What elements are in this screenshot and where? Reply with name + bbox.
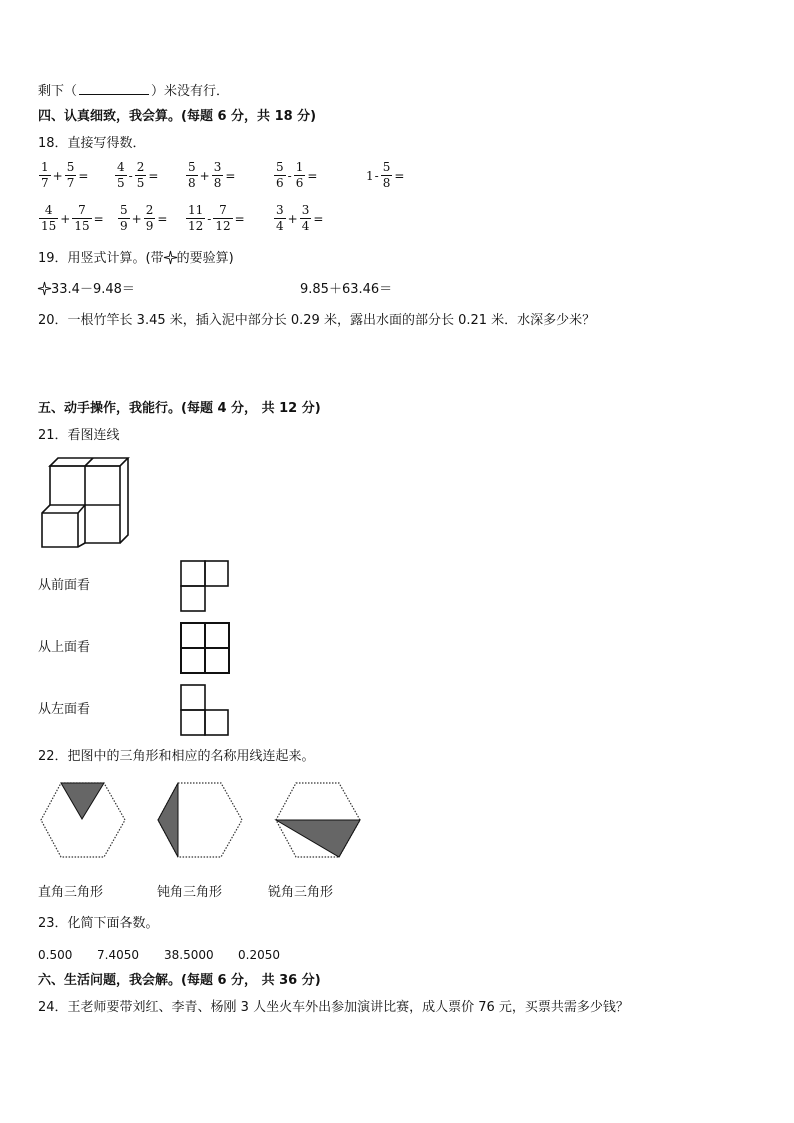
fraction: $\frac{7}{15}$ bbox=[74, 203, 90, 233]
q18-expr-1: $\frac{1}{7}$ + $\frac{5}{7}$ = bbox=[41, 160, 89, 190]
fraction: $\frac{2}{9}$ bbox=[145, 203, 154, 233]
star-icon bbox=[164, 251, 177, 264]
top-view-grid[interactable] bbox=[180, 622, 230, 674]
fraction: $\frac{5}{6}$ bbox=[276, 160, 284, 190]
q18-expr-6: $\frac{4}{15}$ + $\frac{7}{15}$ = bbox=[41, 203, 104, 233]
answer-blank[interactable] bbox=[79, 82, 149, 95]
q22-title: 22．把图中的三角形和相应的名称用线连起来。 bbox=[38, 749, 315, 764]
q18-expr-7: $\frac{5}{9}$ + $\frac{2}{9}$ = bbox=[120, 203, 168, 233]
q21-title: 21．看图连线 bbox=[38, 428, 120, 443]
left-view-grid[interactable] bbox=[180, 684, 230, 736]
section5-title: 五、动手操作，我能行。(每题 4 分， 共 12 分) bbox=[38, 401, 321, 416]
q19-expr-1: 33.4－9.48＝ bbox=[38, 281, 135, 299]
q23-number-2: 7.4050 bbox=[97, 948, 139, 962]
remaining-text-after: ）米没有行． bbox=[151, 84, 230, 99]
q18-expr-9: $\frac{3}{4}$ + $\frac{3}{4}$ = bbox=[276, 203, 324, 233]
section4-title: 四、认真细致，我会算。(每题 6 分，共 18 分) bbox=[38, 109, 317, 124]
q19-expr-2: 9.85＋63.46＝ bbox=[300, 282, 393, 297]
q18-expr-4: $\frac{5}{6}$ - $\frac{1}{6}$ = bbox=[276, 160, 318, 190]
triangle-name-acute: 锐角三角形 bbox=[268, 885, 334, 900]
view-label-top: 从上面看 bbox=[38, 640, 91, 655]
q23-number-1: 0.500 bbox=[38, 948, 73, 962]
q24-text: 24．王老师要带刘红、李青、杨刚 3 人坐火车外出参加演讲比赛，成人票价 76 元，买票共需多少钱？ bbox=[38, 1000, 629, 1015]
remaining-text-before: 剩下（ bbox=[38, 84, 78, 99]
hexagon-figure-2 bbox=[157, 782, 243, 858]
fraction: $\frac{4}{5}$ bbox=[117, 160, 125, 190]
triangle-name-obtuse: 钝角三角形 bbox=[157, 885, 223, 900]
q23-number-3: 38.5000 bbox=[164, 948, 214, 962]
q18-expr-2: $\frac{4}{5}$ - $\frac{2}{5}$ = bbox=[117, 160, 159, 190]
fraction: $\frac{2}{5}$ bbox=[136, 160, 145, 190]
q19-title: 19．用竖式计算。(带 的要验算) bbox=[38, 251, 234, 266]
section6-title: 六、生活问题，我会解。(每题 6 分， 共 36 分) bbox=[38, 973, 321, 988]
q20-text: 20．一根竹竿长 3.45 米，插入泥中部分长 0.29 米，露出水面的部分长 0.21 米．水深多少米？ bbox=[38, 313, 596, 328]
view-label-front: 从前面看 bbox=[38, 578, 91, 593]
fraction: $\frac{5}{8}$ bbox=[382, 160, 391, 190]
fraction: $\frac{1}{6}$ bbox=[295, 160, 304, 190]
front-view-grid[interactable] bbox=[180, 560, 230, 612]
fraction: $\frac{5}{8}$ bbox=[188, 160, 196, 190]
fraction: $\frac{3}{4}$ bbox=[301, 203, 310, 233]
view-label-left: 从左面看 bbox=[38, 702, 91, 717]
fraction: $\frac{5}{7}$ bbox=[66, 160, 75, 190]
fraction: $\frac{11}{12}$ bbox=[188, 203, 204, 233]
remaining-line bbox=[38, 82, 229, 101]
q18-expr-5: 1 - $\frac{5}{8}$ = bbox=[366, 160, 405, 190]
fraction: $\frac{4}{15}$ bbox=[41, 203, 57, 233]
triangle-name-right: 直角三角形 bbox=[38, 885, 104, 900]
hexagon-figure-3 bbox=[275, 782, 361, 858]
q18-expr-3: $\frac{5}{8}$ + $\frac{3}{8}$ = bbox=[188, 160, 236, 190]
fraction: $\frac{7}{12}$ bbox=[215, 203, 231, 233]
fraction: $\frac{3}{4}$ bbox=[276, 203, 284, 233]
q18-expr-8: $\frac{11}{12}$ - $\frac{7}{12}$ = bbox=[188, 203, 245, 233]
fraction: $\frac{3}{8}$ bbox=[213, 160, 222, 190]
q23-number-4: 0.2050 bbox=[238, 948, 280, 962]
q23-title: 23．化简下面各数。 bbox=[38, 916, 159, 931]
star-icon bbox=[38, 282, 51, 295]
fraction: $\frac{5}{9}$ bbox=[120, 203, 128, 233]
fraction: $\frac{1}{7}$ bbox=[41, 160, 49, 190]
q18-title: 18．直接写得数． bbox=[38, 136, 146, 151]
cube-stack-figure bbox=[40, 455, 132, 550]
hexagon-figure-1 bbox=[40, 782, 126, 858]
